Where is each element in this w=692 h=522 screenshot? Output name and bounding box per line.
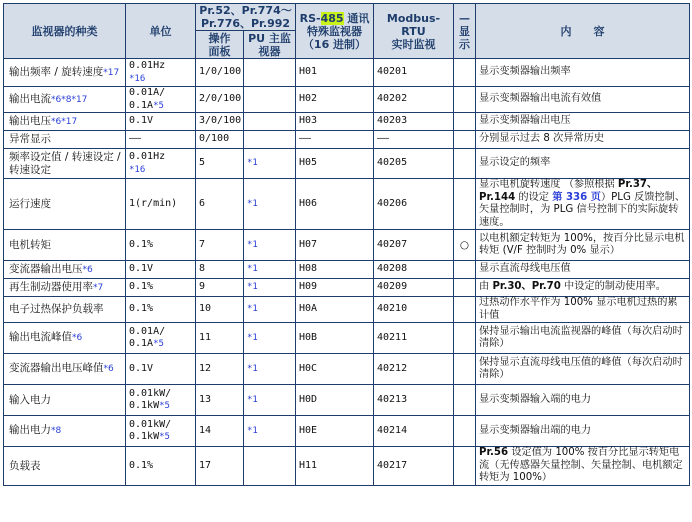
display-cell <box>454 354 476 385</box>
monitor-name: 频率设定值 / 转速设定 / 转速设定 <box>9 151 121 176</box>
footnote-ref: *1 <box>247 239 258 250</box>
unit-value: 0.1V <box>129 362 154 374</box>
modbus-address: 40205 <box>377 157 408 169</box>
footnote-ref: *1 <box>247 282 258 293</box>
pu-cell <box>244 149 296 179</box>
unit-value: 0.1V <box>129 115 154 127</box>
modbus-address: 40203 <box>377 115 408 127</box>
rs485-cell <box>296 113 374 131</box>
panel-value: 2/0/100 <box>199 93 242 105</box>
footnote-ref: *1 <box>247 264 258 275</box>
footnote-ref: *1 <box>247 425 258 436</box>
unit-value: 1(r/min) <box>129 197 178 209</box>
content-cell <box>476 416 690 447</box>
page-link[interactable]: 第 336 页 <box>552 191 601 203</box>
footnote-ref: *1 <box>247 198 258 209</box>
modbus-cell <box>374 230 454 261</box>
unit-cell <box>126 59 196 87</box>
pu-cell <box>244 131 296 149</box>
panel-value: 6 <box>199 197 206 209</box>
modbus-address: 40213 <box>377 393 408 405</box>
rs485-code: H08 <box>299 263 318 275</box>
pu-cell <box>244 297 296 323</box>
content-text: 的设定 <box>515 191 553 203</box>
footnote-ref: *6 <box>72 333 83 344</box>
content-text: 以电机额定转矩为 100%，按百分比显示电机转矩 (V/F 控制时为 0% 显示） <box>479 232 685 256</box>
panel-cell <box>196 261 244 279</box>
panel-value: 5 <box>199 157 206 169</box>
parameter-ref: Pr.30、Pr.70 <box>492 281 561 293</box>
panel-cell <box>196 87 244 113</box>
monitor-name: 再生制动器使用率 <box>9 280 93 293</box>
header-modbus-line1: Modbus-RTU <box>386 11 441 38</box>
pu-cell <box>244 447 296 486</box>
table-row <box>4 297 690 323</box>
monitor-name: 输出电压 <box>9 114 51 127</box>
unit-value: 0.01Hz <box>129 60 166 71</box>
content-cell <box>476 59 690 87</box>
unit-cell <box>126 131 196 149</box>
monitor-name-cell <box>4 416 126 447</box>
panel-value: 3/0/100 <box>199 115 242 127</box>
unit-cell <box>126 179 196 230</box>
modbus-cell <box>374 113 454 131</box>
content-cell <box>476 131 690 149</box>
modbus-cell <box>374 385 454 416</box>
panel-value: 14 <box>199 424 212 436</box>
monitor-table <box>3 3 690 486</box>
panel-value: 13 <box>199 393 212 405</box>
unit-value: 0.1% <box>129 281 154 293</box>
footnote-ref: *6 <box>103 364 114 375</box>
table-row <box>4 447 690 486</box>
content-text: 显示变频器输出电压 <box>479 115 571 127</box>
content-cell <box>476 87 690 113</box>
modbus-address: 40210 <box>377 303 408 315</box>
monitor-name-cell <box>4 297 126 323</box>
content-text: 显示直流母线电压值 <box>479 263 571 275</box>
display-cell <box>454 230 476 261</box>
table-row <box>4 416 690 447</box>
panel-cell <box>196 447 244 486</box>
panel-cell <box>196 131 244 149</box>
unit-value: 0.01kW/ <box>129 418 172 430</box>
table-row <box>4 87 690 113</box>
content-text: 设定值为 100% 按百分比显示转矩电流（无传感器矢量控制、矢量控制、电机额定转矩为 100%） <box>479 447 683 483</box>
panel-value: 17 <box>199 459 212 471</box>
modbus-cell <box>374 416 454 447</box>
content-text: 由 <box>479 281 493 293</box>
modbus-address: 40207 <box>377 238 408 250</box>
unit-cell <box>126 279 196 297</box>
modbus-cell <box>374 297 454 323</box>
table-row <box>4 230 690 261</box>
display-cell <box>454 59 476 87</box>
content-cell <box>476 447 690 486</box>
panel-cell <box>196 385 244 416</box>
footnote-ref: *6*17 <box>51 116 78 127</box>
display-cell <box>454 297 476 323</box>
monitor-name: 输出电流 <box>9 92 51 105</box>
monitor-name-cell <box>4 279 126 297</box>
content-text: 显示变频器输入端的电力 <box>479 393 592 405</box>
monitor-name: 异常显示 <box>9 133 51 146</box>
modbus-cell <box>374 131 454 149</box>
table-row <box>4 149 690 179</box>
modbus-cell <box>374 87 454 113</box>
footnote-ref: *1 <box>247 394 258 405</box>
pu-cell <box>244 279 296 297</box>
unit-cell <box>126 323 196 354</box>
footnote-ref: *5 <box>159 401 170 411</box>
rs485-cell <box>296 416 374 447</box>
pu-cell <box>244 354 296 385</box>
display-cell <box>454 279 476 297</box>
footnote-ref: *1 <box>247 158 258 169</box>
modbus-address: 40212 <box>377 362 408 374</box>
panel-cell <box>196 59 244 87</box>
unit-cell <box>126 113 196 131</box>
unit-value-alt: 0.1A <box>129 99 154 111</box>
pu-cell <box>244 261 296 279</box>
display-cell <box>454 447 476 486</box>
footnote-ref: *5 <box>153 100 164 111</box>
header-modbus <box>374 4 454 59</box>
unit-cell <box>126 261 196 279</box>
display-cell <box>454 385 476 416</box>
pu-cell <box>244 416 296 447</box>
footnote-ref: *16 <box>129 164 146 175</box>
modbus-cell <box>374 354 454 385</box>
modbus-address: 40214 <box>377 424 408 436</box>
rs485-cell <box>296 354 374 385</box>
parameter-ref: Pr.37、Pr.144 <box>479 179 658 203</box>
header-rs485-line2: 特殊监视器 <box>307 24 362 38</box>
rs485-code: H06 <box>299 197 318 209</box>
panel-value: 1/0/100 <box>199 66 242 78</box>
header-rs485-highlight: 485 <box>320 11 344 25</box>
content-text: 保持显示直流母线电压值的峰值（每次启动时清除） <box>479 356 683 380</box>
rs485-cell <box>296 323 374 354</box>
modbus-address: 40208 <box>377 263 408 275</box>
footnote-ref: *5 <box>159 432 170 442</box>
header-display: — 显 示 <box>454 4 476 59</box>
monitor-name-cell <box>4 113 126 131</box>
display-cell <box>454 87 476 113</box>
monitor-name-cell <box>4 87 126 113</box>
monitor-name-cell <box>4 59 126 87</box>
display-cell <box>454 261 476 279</box>
header-content: 内 容 <box>476 4 690 59</box>
content-text: 显示电机旋转速度 （参照根据 <box>479 179 618 190</box>
unit-value: —— <box>129 133 142 145</box>
unit-value-alt: 0.1kW <box>129 431 160 442</box>
pu-cell <box>244 113 296 131</box>
panel-value: 7 <box>199 238 206 250</box>
modbus-address: 40217 <box>377 459 408 471</box>
footnote-ref: *1 <box>247 332 258 343</box>
unit-value: 0.01A/ <box>129 87 166 98</box>
monitor-name: 变流器输出电压峰值 <box>9 362 104 375</box>
table-row <box>4 179 690 230</box>
display-cell <box>454 149 476 179</box>
content-text: 过热动作水平作为 100% 显示电机过热的累计值 <box>479 297 678 321</box>
rs485-cell <box>296 261 374 279</box>
table-row <box>4 113 690 131</box>
rs485-cell <box>296 447 374 486</box>
footnote-ref: *16 <box>129 73 146 84</box>
monitor-name-cell <box>4 323 126 354</box>
pu-cell <box>244 230 296 261</box>
rs485-code: H05 <box>299 157 318 169</box>
panel-value: 0/100 <box>199 133 230 145</box>
display-cell <box>454 131 476 149</box>
content-text: 中设定的制动使用率。 <box>560 281 666 293</box>
content-text: 分别显示过去 8 次异常历史 <box>479 133 605 145</box>
content-text: 显示变频器输出频率 <box>479 66 571 78</box>
unit-value: 0.1% <box>129 238 154 250</box>
monitor-name: 运行速度 <box>9 197 51 210</box>
rs485-code: H03 <box>299 115 318 127</box>
content-text: ）PLG 反馈控制、矢量控制时，为 PLG 信号控制下的实际旋转速度。 <box>479 191 686 228</box>
unit-value: 0.01Hz <box>129 151 166 162</box>
rs485-cell <box>296 279 374 297</box>
rs485-cell <box>296 149 374 179</box>
content-cell <box>476 113 690 131</box>
monitor-name-cell <box>4 447 126 486</box>
display-cell <box>454 416 476 447</box>
header-rs485-line3: （16 进制） <box>302 37 367 51</box>
table-row <box>4 385 690 416</box>
content-cell <box>476 149 690 179</box>
pu-cell <box>244 59 296 87</box>
display-cell <box>454 323 476 354</box>
rs485-cell <box>296 59 374 87</box>
panel-cell <box>196 179 244 230</box>
monitor-name-cell <box>4 149 126 179</box>
modbus-cell <box>374 149 454 179</box>
footnote-ref: *7 <box>93 282 104 293</box>
rs485-cell <box>296 87 374 113</box>
content-text: 显示设定的频率 <box>479 157 551 169</box>
monitor-name: 输入电力 <box>9 393 51 406</box>
unit-cell <box>126 297 196 323</box>
rs485-code: H02 <box>299 93 318 105</box>
unit-cell <box>126 416 196 447</box>
unit-value: 0.01kW/ <box>129 387 172 399</box>
footnote-ref: *1 <box>247 363 258 374</box>
rs485-code: H0A <box>299 303 318 315</box>
monitor-name-cell <box>4 131 126 149</box>
unit-value: 0.1% <box>129 459 154 471</box>
table-row <box>4 261 690 279</box>
modbus-address: 40209 <box>377 281 408 293</box>
monitor-name: 电子过热保护负载率 <box>9 303 104 316</box>
panel-cell <box>196 323 244 354</box>
rs485-code: H0B <box>299 331 318 343</box>
unit-cell <box>126 87 196 113</box>
content-cell <box>476 279 690 297</box>
footnote-ref: *6*8*17 <box>51 94 88 105</box>
content-cell <box>476 354 690 385</box>
monitor-name-cell <box>4 230 126 261</box>
panel-value: 8 <box>199 263 206 275</box>
table-row <box>4 59 690 87</box>
rs485-cell <box>296 179 374 230</box>
modbus-cell <box>374 447 454 486</box>
content-text: 显示变频器输出电流有效值 <box>479 93 602 105</box>
panel-cell <box>196 230 244 261</box>
footnote-ref: *5 <box>153 339 164 349</box>
content-text: 保持显示输出电流监视器的峰值（每次启动时清除） <box>479 325 683 349</box>
header-modbus-line2: 实时监视 <box>391 37 436 51</box>
unit-cell <box>126 149 196 179</box>
header-param-line1: Pr.52、Pr.774～ <box>199 4 292 17</box>
header-panel: 操作 面板 <box>196 31 244 59</box>
panel-cell <box>196 149 244 179</box>
modbus-address: —— <box>377 133 390 145</box>
modbus-cell <box>374 261 454 279</box>
content-cell <box>476 385 690 416</box>
table-row <box>4 323 690 354</box>
pu-cell <box>244 179 296 230</box>
rs485-cell <box>296 230 374 261</box>
content-cell <box>476 230 690 261</box>
header-param <box>196 4 296 31</box>
panel-cell <box>196 297 244 323</box>
rs485-code: H07 <box>299 238 318 250</box>
rs485-cell <box>296 385 374 416</box>
rs485-cell <box>296 131 374 149</box>
modbus-address: 40201 <box>377 66 408 78</box>
header-rs485 <box>296 4 374 59</box>
panel-cell <box>196 279 244 297</box>
modbus-cell <box>374 179 454 230</box>
rs485-code: H11 <box>299 459 318 471</box>
monitor-name: 电机转矩 <box>9 238 51 251</box>
rs485-cell <box>296 297 374 323</box>
monitor-name-cell <box>4 261 126 279</box>
unit-value-alt: 0.1kW <box>129 400 160 411</box>
pu-cell <box>244 323 296 354</box>
footnote-ref: *6 <box>82 264 93 275</box>
footnote-ref: *8 <box>51 426 62 437</box>
header-pu: PU 主监 视器 <box>244 31 296 59</box>
parameter-ref: Pr.56 <box>479 447 509 458</box>
unit-cell <box>126 385 196 416</box>
panel-value: 10 <box>199 303 212 315</box>
unit-value: 0.1% <box>129 303 154 315</box>
pu-cell <box>244 87 296 113</box>
rs485-code: H0D <box>299 393 318 405</box>
monitor-name: 输出电流峰值 <box>9 331 72 344</box>
content-cell <box>476 297 690 323</box>
content-cell <box>476 261 690 279</box>
modbus-address: 40206 <box>377 197 408 209</box>
panel-cell <box>196 354 244 385</box>
unit-cell <box>126 230 196 261</box>
footnote-ref: *17 <box>103 67 120 78</box>
unit-cell <box>126 354 196 385</box>
rs485-code: H09 <box>299 281 318 293</box>
monitor-name: 输出电力 <box>9 424 51 437</box>
modbus-cell <box>374 59 454 87</box>
unit-value: 0.1V <box>129 263 154 275</box>
header-param-line2: Pr.776、Pr.992 <box>200 17 291 30</box>
modbus-address: 40202 <box>377 93 408 105</box>
header-monitor-type: 监视器的种类 <box>4 4 126 59</box>
display-cell <box>454 179 476 230</box>
monitor-name-cell <box>4 385 126 416</box>
display-cell <box>454 113 476 131</box>
panel-value: 12 <box>199 362 212 374</box>
panel-value: 9 <box>199 281 206 293</box>
content-cell <box>476 323 690 354</box>
content-text: 显示变频器输出端的电力 <box>479 424 592 436</box>
content-cell <box>476 179 690 230</box>
panel-value: 11 <box>199 331 212 343</box>
monitor-name-cell <box>4 179 126 230</box>
rs485-code: —— <box>299 133 312 145</box>
footnote-ref: *1 <box>247 304 258 315</box>
unit-value-alt: 0.1A <box>129 338 154 349</box>
monitor-name-cell <box>4 354 126 385</box>
table-row <box>4 279 690 297</box>
rs485-code: H0E <box>299 424 318 436</box>
header-unit: 单位 <box>126 4 196 59</box>
display-mark: ○ <box>459 238 470 251</box>
panel-cell <box>196 416 244 447</box>
unit-value: 0.01A/ <box>129 325 166 337</box>
modbus-cell <box>374 323 454 354</box>
modbus-cell <box>374 279 454 297</box>
table-row <box>4 354 690 385</box>
rs485-code: H0C <box>299 362 318 374</box>
unit-cell <box>126 447 196 486</box>
modbus-address: 40211 <box>377 331 408 343</box>
pu-cell <box>244 385 296 416</box>
table-row <box>4 131 690 149</box>
panel-cell <box>196 113 244 131</box>
monitor-name: 输出频率 / 旋转速度 <box>9 65 104 78</box>
monitor-name: 负载表 <box>9 459 41 472</box>
header-rs485-line1: RS-485 通讯 <box>299 11 370 25</box>
rs485-code: H01 <box>299 66 318 78</box>
monitor-name: 变流器输出电压 <box>9 262 83 275</box>
